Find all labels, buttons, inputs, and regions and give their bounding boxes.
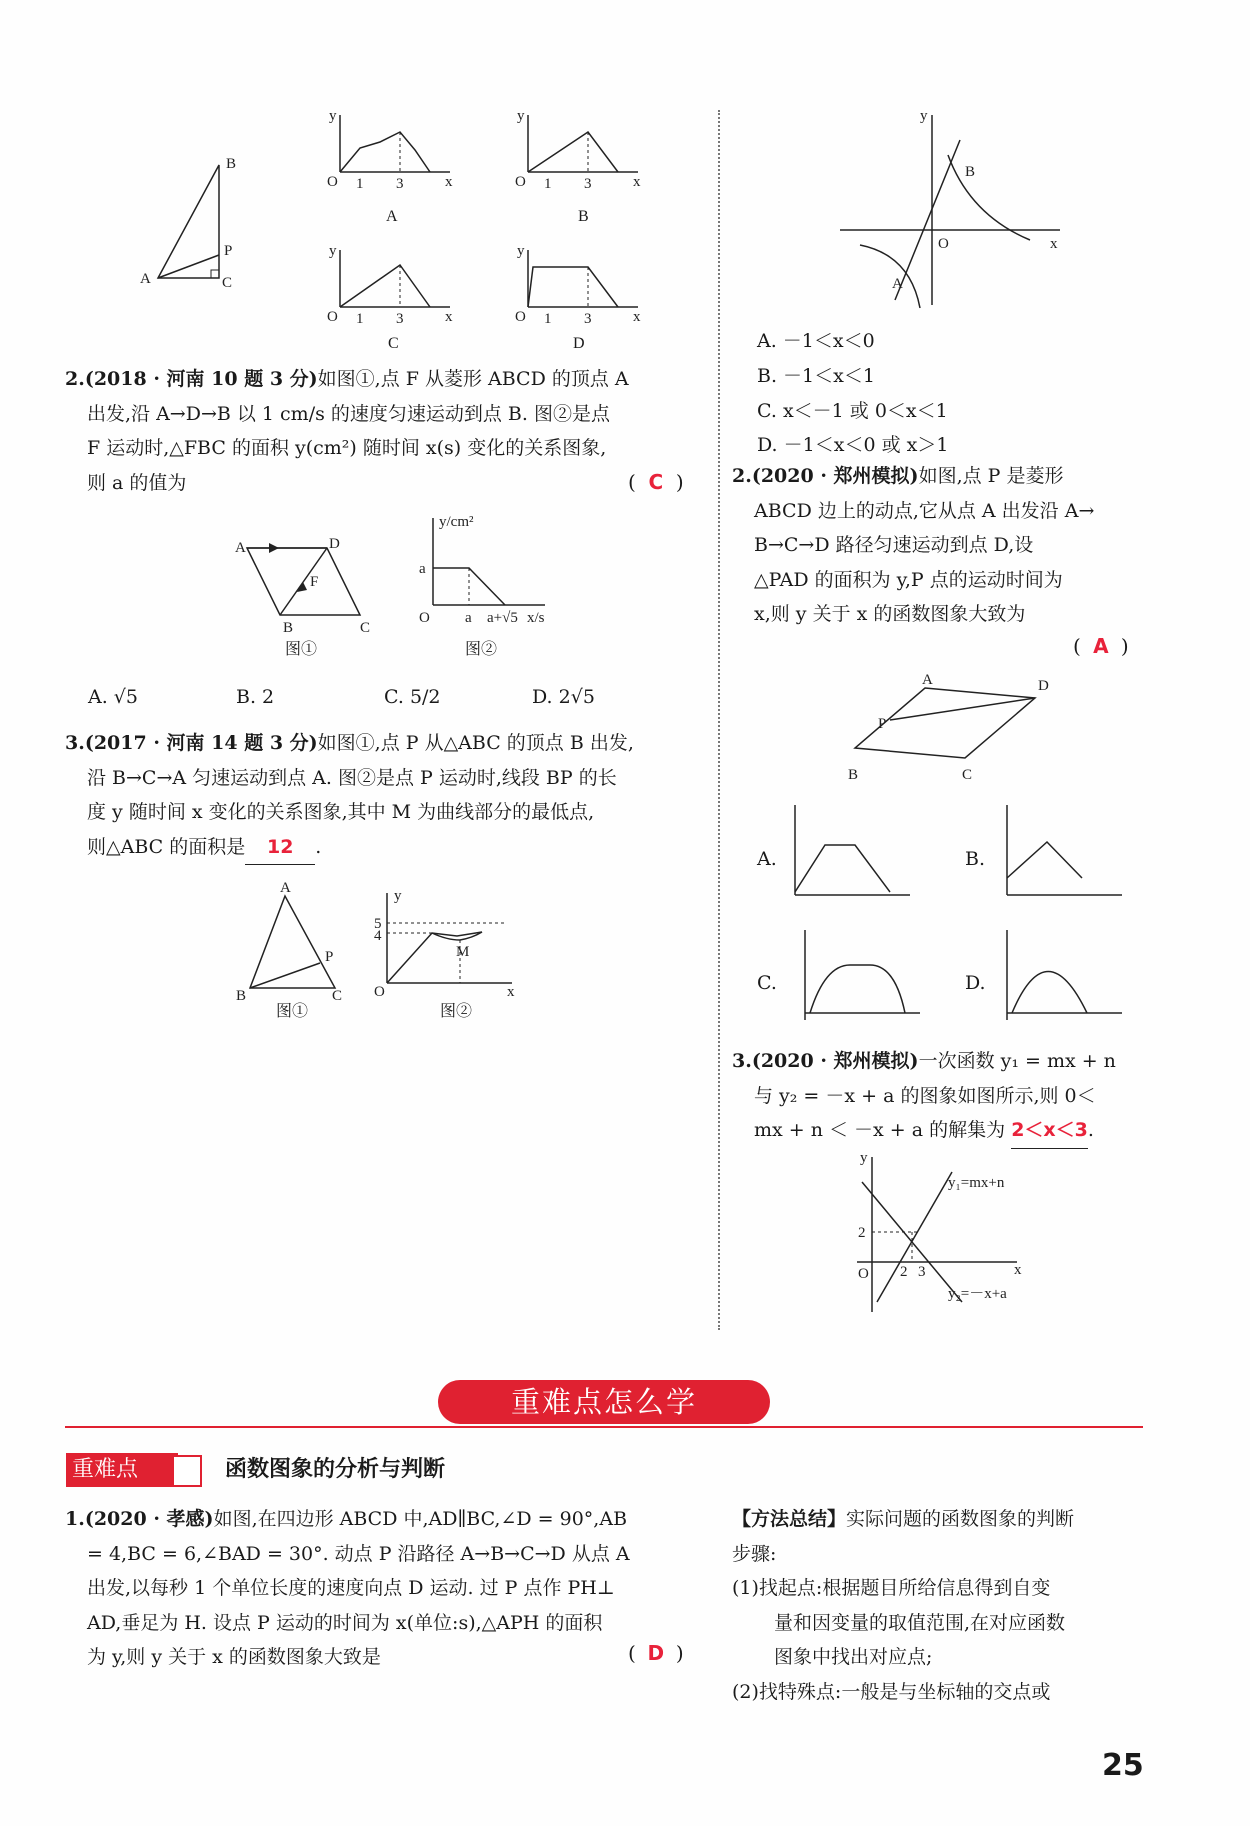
tick-label-a: a bbox=[465, 610, 472, 626]
fig-label-a: A bbox=[922, 672, 933, 688]
origin-label: O bbox=[938, 236, 949, 252]
top-option-graph-d bbox=[513, 243, 653, 327]
tick-label-2: 2 bbox=[858, 1225, 866, 1241]
option-b: B. bbox=[965, 848, 986, 870]
fig-label-p: P bbox=[325, 949, 334, 965]
line-label-y2: y₂=－x+a bbox=[948, 1286, 1007, 1302]
axis-label-y: y bbox=[860, 1150, 868, 1166]
option-b: B. －1＜x＜1 bbox=[757, 365, 875, 387]
graph-label-o: O bbox=[327, 309, 338, 325]
section-title: 函数图象的分析与判断 bbox=[225, 1457, 446, 1482]
point-label-m: M bbox=[456, 944, 470, 960]
graph-label-x: x bbox=[445, 174, 453, 190]
graph-tick-3: 3 bbox=[396, 311, 404, 327]
fig-label-b: B bbox=[848, 767, 859, 783]
question-number: 1. bbox=[65, 1508, 85, 1530]
fig-label-f: F bbox=[310, 574, 319, 590]
graph-label-o: O bbox=[515, 309, 526, 325]
triangle-label-b: B bbox=[226, 156, 237, 172]
line-label-y1: y₁=mx+n bbox=[948, 1175, 1005, 1191]
fig-label-p: P bbox=[878, 716, 887, 732]
fig-label-c: C bbox=[360, 620, 371, 636]
option-d: D. bbox=[965, 972, 986, 994]
right-question-3 bbox=[732, 1044, 1152, 1149]
right-q2-option-graph-d bbox=[997, 925, 1127, 1025]
question-text: 如图,点 P 是菱形 bbox=[918, 465, 1064, 487]
right-q2-option-graph-b bbox=[997, 800, 1127, 900]
tick-label-2: 2 bbox=[900, 1264, 908, 1280]
left-question-3 bbox=[65, 726, 705, 865]
top-option-graph-b bbox=[513, 108, 653, 192]
fig-label-a: A bbox=[235, 540, 246, 556]
option-d: D. 2√5 bbox=[532, 686, 595, 708]
question-line: 出发,以每秒 1 个单位长度的速度向点 D 运动. 过 P 点作 PH⊥ bbox=[87, 1577, 615, 1599]
right-q2-option-graph-c bbox=[795, 925, 925, 1025]
fig-label-a: A bbox=[280, 880, 291, 896]
question-line: 度 y 随时间 x 变化的关系图象,其中 M 为曲线部分的最低点, bbox=[87, 801, 595, 823]
right-q2-option-graph-a bbox=[785, 800, 915, 900]
question-source: (2020 · 郑州模拟) bbox=[751, 1050, 919, 1072]
fig-label-b: B bbox=[236, 988, 247, 1004]
left-q2-fig2 bbox=[415, 510, 555, 626]
question-line: AD,垂足为 H. 设点 P 运动的时间为 x(单位:s),△APH 的面积 bbox=[87, 1611, 603, 1634]
summary-line: 图象中找出对应点; bbox=[774, 1646, 933, 1668]
left-q3-fig1 bbox=[236, 880, 343, 1004]
question-line: F 运动时,△FBC 的面积 y(cm²) 随时间 x(s) 变化的关系图象, bbox=[87, 437, 607, 459]
question-text: mx + n ＜ －x + a 的解集为 bbox=[754, 1119, 1006, 1141]
answer-value: C bbox=[648, 470, 664, 494]
graph-label-y: y bbox=[329, 108, 337, 124]
top-option-label-b: B bbox=[578, 208, 589, 225]
option-d: D. －1＜x＜0 或 x＞1 bbox=[757, 434, 949, 456]
origin-label: O bbox=[858, 1266, 869, 1282]
graph-label-y: y bbox=[517, 108, 525, 124]
point-label-b: B bbox=[965, 164, 976, 180]
bottom-question-1 bbox=[65, 1502, 705, 1675]
tick-label-a-plus-root5: a+√5 bbox=[487, 610, 518, 626]
question-line bbox=[65, 726, 705, 761]
answer-value: D bbox=[647, 1641, 665, 1665]
triangle-figure bbox=[140, 155, 240, 291]
question-source: (2020 · 孝感) bbox=[84, 1508, 214, 1530]
left-question-2 bbox=[65, 362, 705, 500]
question-line: 沿 B→C→A 匀速运动到点 A. 图②是点 P 运动时,线段 BP 的长 bbox=[87, 766, 617, 789]
section-tag-box bbox=[172, 1455, 202, 1487]
top-option-label-d: D bbox=[573, 335, 585, 352]
tick-label-3: 3 bbox=[918, 1264, 926, 1280]
question-number: 3. bbox=[65, 732, 85, 754]
left-q3-fig2 bbox=[372, 888, 522, 1000]
option-a: A. √5 bbox=[88, 686, 138, 708]
question-text: 如图,在四边形 ABCD 中,AD∥BC,∠D = 90°,AB bbox=[213, 1508, 628, 1530]
question-text: 如图①,点 P 从△ABC 的顶点 B 出发, bbox=[317, 732, 634, 754]
triangle-label-p: P bbox=[224, 243, 233, 259]
graph-tick-3: 3 bbox=[396, 176, 404, 192]
question-number: 3. bbox=[732, 1050, 752, 1072]
graph-tick-3: 3 bbox=[584, 311, 592, 327]
question-line: 则△ABC 的面积是 12 . bbox=[65, 830, 705, 866]
summary-line: 量和因变量的取值范围,在对应函数 bbox=[774, 1611, 1066, 1634]
figure-caption: 图① bbox=[276, 1003, 309, 1020]
axis-label-y: y bbox=[394, 888, 402, 904]
origin-label: O bbox=[374, 984, 385, 1000]
figure-caption: 图② bbox=[440, 1003, 473, 1020]
point-label-a: A bbox=[892, 276, 903, 292]
question-source: (2020 · 郑州模拟) bbox=[751, 465, 919, 487]
graph-label-y: y bbox=[517, 243, 525, 259]
axis-label-x: x bbox=[1050, 236, 1058, 252]
graph-tick-1: 1 bbox=[356, 311, 364, 327]
question-text: 则△ABC 的面积是 bbox=[87, 835, 246, 858]
summary-line: (1)找起点:根据题目所给信息得到自变 bbox=[732, 1577, 1051, 1599]
fig-label-d: D bbox=[329, 536, 340, 552]
question-number: 2. bbox=[732, 465, 752, 487]
option-a: A. －1＜x＜0 bbox=[757, 330, 875, 352]
answer-value: 2＜x＜3 bbox=[1011, 1119, 1088, 1141]
graph-tick-3: 3 bbox=[584, 176, 592, 192]
fig-label-d: D bbox=[1038, 678, 1049, 694]
graph-tick-1: 1 bbox=[544, 176, 552, 192]
top-option-graph-a bbox=[325, 108, 465, 192]
summary-text: 实际问题的函数图象的判断 bbox=[846, 1508, 1075, 1530]
answer-paren-right-q2: ( A ) bbox=[1073, 634, 1129, 658]
question-line: ABCD 边上的动点,它从点 A 出发沿 A→ bbox=[754, 499, 1095, 522]
question-source: (2018 · 河南 10 题 3 分) bbox=[84, 368, 318, 390]
section-banner: 重难点怎么学 bbox=[438, 1380, 770, 1424]
question-line: 为 y,则 y 关于 x 的函数图象大致是 bbox=[87, 1646, 381, 1668]
question-line: = 4,BC = 6,∠BAD = 30°. 动点 P 沿路径 A→B→C→D 从点 A bbox=[87, 1542, 630, 1565]
graph-tick-1: 1 bbox=[544, 311, 552, 327]
section-tag: 重难点 bbox=[66, 1453, 178, 1487]
right-question-2 bbox=[732, 459, 1152, 632]
question-line: △PAD 的面积为 y,P 点的运动时间为 bbox=[754, 568, 1063, 591]
right-q2-rhombus bbox=[848, 672, 1050, 783]
answer-value: 12 bbox=[267, 835, 294, 858]
graph-label-o: O bbox=[515, 174, 526, 190]
question-line bbox=[65, 362, 705, 397]
question-line: 出发,沿 A→D→B 以 1 cm/s 的速度匀速运动到点 B. 图②是点 bbox=[87, 402, 610, 425]
origin-label: O bbox=[419, 610, 430, 626]
graph-tick-1: 1 bbox=[356, 176, 364, 192]
question-line bbox=[732, 1044, 1152, 1079]
option-c: C. x＜－1 或 0＜x＜1 bbox=[757, 400, 948, 422]
graph-label-x: x bbox=[633, 309, 641, 325]
question-line bbox=[732, 459, 1152, 494]
page-number: 25 bbox=[1102, 1748, 1144, 1783]
question-text: 如图①,点 F 从菱形 ABCD 的顶点 A bbox=[317, 368, 629, 390]
answer-paren-bottom-q1: ( D ) bbox=[628, 1641, 684, 1665]
top-option-graph-c bbox=[325, 243, 465, 327]
question-line: mx + n ＜ －x + a 的解集为 2＜x＜3. bbox=[732, 1113, 1152, 1149]
graph-label-o: O bbox=[327, 174, 338, 190]
question-line: B→C→D 路径匀速运动到点 D,设 bbox=[754, 534, 1034, 556]
column-divider bbox=[718, 110, 720, 1330]
triangle-label-c: C bbox=[222, 275, 233, 291]
question-text: 一次函数 y₁ = mx + n bbox=[918, 1050, 1116, 1072]
answer-paren-left-q2: ( C ) bbox=[628, 470, 684, 494]
option-c: C. 5/2 bbox=[384, 686, 441, 708]
banner-rule bbox=[65, 1426, 1143, 1428]
question-line: x,则 y 关于 x 的函数图象大致为 bbox=[754, 603, 1026, 625]
top-option-label-a: A bbox=[386, 208, 398, 225]
figure-caption: 图② bbox=[465, 641, 498, 658]
axis-label-x: x bbox=[1014, 1262, 1022, 1278]
fig-label-b: B bbox=[283, 620, 294, 636]
summary-heading: 【方法总结】 bbox=[732, 1508, 847, 1530]
axis-label-y: y bbox=[920, 108, 928, 124]
summary-line: 步骤: bbox=[732, 1542, 777, 1565]
axis-label-x: x/s bbox=[527, 610, 545, 626]
fig-label-c: C bbox=[332, 988, 343, 1004]
right-q1-figure bbox=[840, 110, 1060, 310]
summary-line bbox=[732, 1502, 1152, 1537]
fig-label-c: C bbox=[962, 767, 973, 783]
tick-label-a: a bbox=[419, 561, 426, 577]
axis-label-x: x bbox=[507, 984, 515, 1000]
method-summary bbox=[732, 1502, 1152, 1709]
question-line: 则 a 的值为 bbox=[87, 471, 187, 494]
summary-line: (2)找特殊点:一般是与坐标轴的交点或 bbox=[732, 1680, 1051, 1703]
option-a: A. bbox=[757, 848, 777, 870]
graph-label-x: x bbox=[633, 174, 641, 190]
triangle-label-a: A bbox=[140, 271, 151, 287]
option-b: B. 2 bbox=[236, 686, 275, 708]
figure-caption: 图① bbox=[285, 641, 318, 658]
question-line: 与 y₂ = －x + a 的图象如图所示,则 0＜ bbox=[754, 1084, 1096, 1107]
graph-label-x: x bbox=[445, 309, 453, 325]
top-option-label-c: C bbox=[388, 335, 399, 352]
tick-label-4: 4 bbox=[374, 928, 382, 944]
graph-label-y: y bbox=[329, 243, 337, 259]
answer-value: A bbox=[1093, 634, 1109, 658]
question-source: (2017 · 河南 14 题 3 分) bbox=[84, 732, 318, 754]
tick-label-5: 5 bbox=[374, 916, 382, 932]
question-number: 2. bbox=[65, 368, 85, 390]
right-q3-figure bbox=[852, 1152, 1032, 1312]
left-q2-fig1 bbox=[235, 536, 375, 636]
axis-label-y: y/cm² bbox=[439, 514, 474, 530]
question-line bbox=[65, 1502, 705, 1537]
option-c: C. bbox=[757, 972, 777, 994]
